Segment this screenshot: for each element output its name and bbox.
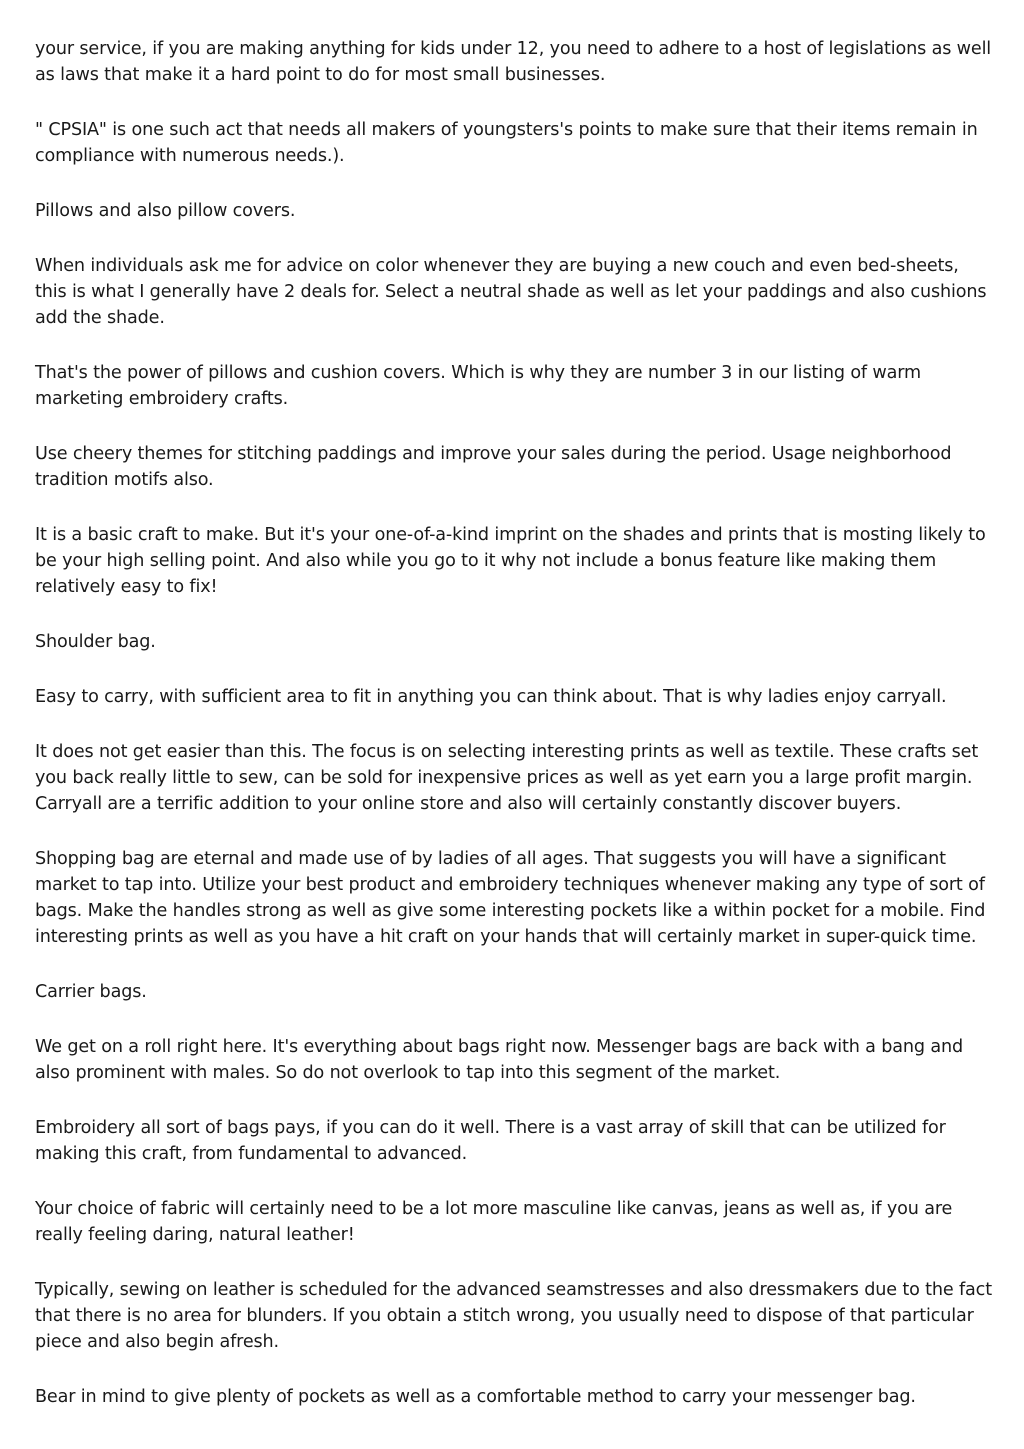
paragraph: It does not get easier than this. The focus is on selecting interesting prints as well as textile. These crafts set you back really little to sew, can be sold for inexpensive prices as well as yet earn you a large profit margin. Carryall are a terrific addition to your online store and also will certainly constantly discover buyers. <box>35 742 979 814</box>
paragraph: Typically, sewing on leather is scheduled for the advanced seamstresses and also dressmakers due to the fact that there is no area for blunders. If you obtain a stitch wrong, you usually need to dispose of that particular piece and also begin afresh. <box>35 1280 992 1352</box>
paragraph: We get on a roll right here. It's everything about bags right now. Messenger bags are back with a bang and also prominent with males. So do not overlook to tap into this segment of the market. <box>35 1037 963 1083</box>
paragraph: That's the power of pillows and cushion covers. Which is why they are number 3 in our listing of warm marketing embroidery crafts. <box>35 363 922 409</box>
paragraph: Easy to carry, with sufficient area to fit in anything you can think about. That is why ladies enjoy carryall. <box>35 687 947 707</box>
paragraph: Bear in mind to give plenty of pockets as well as a comfortable method to carry your messenger bag. <box>35 1387 916 1407</box>
paragraph-heading-carrier-bags: Carrier bags. <box>35 982 147 1002</box>
paragraph: Your choice of fabric will certainly need to be a lot more masculine like canvas, jeans as well as, if you are really feeling daring, natural leather! <box>35 1199 953 1245</box>
paragraph-heading-pillows: Pillows and also pillow covers. <box>35 201 296 221</box>
document-body <box>35 36 995 1439</box>
paragraph: When individuals ask me for advice on color whenever they are buying a new couch and even bed-sheets, this is what I generally have 2 deals for. Select a neutral shade as well as let your paddings and also cushions add the shade. <box>35 256 987 328</box>
paragraph: Use cheery themes for stitching paddings and improve your sales during the period. Usage neighborhood tradition motifs also. <box>35 444 952 490</box>
paragraph: your service, if you are making anything for kids under 12, you need to adhere to a host of legislations as well as laws that make it a hard point to do for most small businesses. <box>35 39 992 85</box>
paragraph: " CPSIA" is one such act that needs all makers of youngsters's points to make sure that their items remain in compliance with numerous needs.). <box>35 120 978 166</box>
paragraph-heading-shoulder-bag: Shoulder bag. <box>35 632 156 652</box>
paragraph: It is a basic craft to make. But it's your one-of-a-kind imprint on the shades and prints that is mosting likely to be your high selling point. And also while you go to it why not include a bonus feature like making them relatively easy to fix! <box>35 525 986 597</box>
paragraph: Shopping bag are eternal and made use of by ladies of all ages. That suggests you will have a significant market to tap into. Utilize your best product and embroidery techniques whenever making any type of sort of bags. Make the handles strong as well as give some interesting pockets like a within pocket for a mobile. Find interesting prints as well as you have a hit craft on your hands that will certainly market in super-quick time. <box>35 849 986 947</box>
paragraph: Embroidery all sort of bags pays, if you can do it well. There is a vast array of skill that can be utilized for making this craft, from fundamental to advanced. <box>35 1118 946 1164</box>
